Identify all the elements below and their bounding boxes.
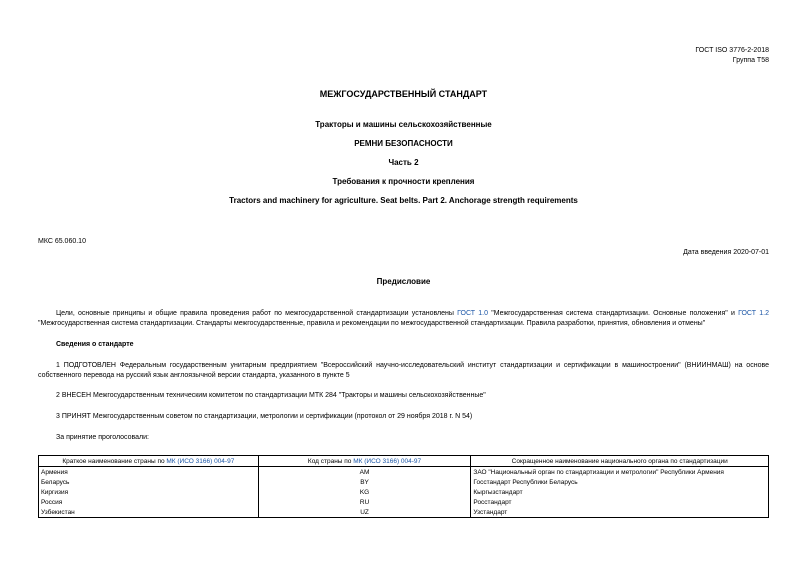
country-cell: Беларусь xyxy=(39,477,259,487)
table-row xyxy=(39,487,769,497)
code-cell: BY xyxy=(258,477,471,487)
country-cell: Узбекистан xyxy=(39,507,259,518)
introduction-date: Дата введения 2020-07-01 xyxy=(683,249,769,256)
preface-paragraph-1 xyxy=(38,309,769,329)
gost-1-2-link[interactable]: ГОСТ 1.2 xyxy=(738,310,769,317)
table-header-row xyxy=(39,456,769,467)
standard-type-title: МЕЖГОСУДАРСТВЕННЫЙ СТАНДАРТ xyxy=(319,89,488,99)
column-header-country xyxy=(39,456,259,467)
body-cell: ЗАО "Национальный орган по стандартизации и метрологии" Республики Армения xyxy=(471,467,769,478)
mks-code: МКС 65.060.10 xyxy=(38,238,86,245)
country-cell: Россия xyxy=(39,497,259,507)
standard-designation: ГОСТ ISO 3776-2-2018 xyxy=(695,47,769,54)
voting-states-table xyxy=(38,455,769,518)
standard-info-heading: Сведения о стандарте xyxy=(56,341,134,348)
part-number-title: Часть 2 xyxy=(388,158,419,167)
subject-title: Тракторы и машины сельскохозяйственные xyxy=(315,120,492,129)
header-block xyxy=(695,46,769,66)
body-cell: Узстандарт xyxy=(471,507,769,518)
mk-iso-link-col1[interactable]: МК (ИСО 3166) 004-97 xyxy=(166,457,235,465)
part-title: Требования к прочности крепления xyxy=(332,177,475,186)
column-header-body: Сокращенное наименование национального органа по стандартизации xyxy=(471,456,769,467)
voted-label: За принятие проголосовали: xyxy=(56,434,149,441)
preface-text-2: "Межгосударственная система стандартизации. Основные положения" и xyxy=(488,310,739,317)
column-header-country-text: Краткое наименование страны по xyxy=(62,457,167,465)
preface-heading: Предисловие xyxy=(376,277,431,286)
code-cell: KG xyxy=(258,487,471,497)
table-row xyxy=(39,467,769,478)
standard-group: Группа Т58 xyxy=(732,57,769,64)
body-cell: Росстандарт xyxy=(471,497,769,507)
info-item-2: 2 ВНЕСЕН Межгосударственным техническим комитетом по стандартизации МТК 284 "Тракторы и машины сельскохозяйственные" xyxy=(56,392,486,399)
body-cell: Кыргызстандарт xyxy=(471,487,769,497)
table-row xyxy=(39,477,769,487)
column-header-code-text: Код страны по xyxy=(307,457,354,465)
mk-iso-link-col2[interactable]: МК (ИСО 3166) 004-97 xyxy=(353,457,422,465)
info-item-3: 3 ПРИНЯТ Межгосударственным советом по стандартизации, метрологии и сертификации (протокол от 29 ноября 2018 г. N 54) xyxy=(56,413,473,420)
english-title: Tractors and machinery for agriculture. Seat belts. Part 2. Anchorage strength requirements xyxy=(229,196,578,205)
preface-text-1: Цели, основные принципы и общие правила проведения работ по межгосударственной стандартизации установлены xyxy=(56,310,458,317)
standard-name-title: РЕМНИ БЕЗОПАСНОСТИ xyxy=(354,139,453,148)
body-cell: Госстандарт Республики Беларусь xyxy=(471,477,769,487)
gost-1-0-link[interactable]: ГОСТ 1.0 xyxy=(457,310,489,317)
preface-text-3: "Межгосударственная система стандартизации. Стандарты межгосударственные, правила и рекомендации по межгосударственной стандартизации. Правила разработки, принятия, обновления и отмены" xyxy=(38,320,706,327)
country-cell: Киргизия xyxy=(39,487,259,497)
table-row xyxy=(39,497,769,507)
info-item-1: 1 ПОДГОТОВЛЕН Федеральным государственным унитарным предприятием "Всероссийский научно-исследовательский институт стандартизации и сертификации в машиностроении" (ВНИИНМАШ) на основе собственного перевода на русский язык англоязычной версии стандарта, указанного в пункте 5 xyxy=(38,362,769,379)
code-cell: AM xyxy=(258,467,471,478)
code-cell: UZ xyxy=(258,507,471,518)
column-header-code xyxy=(258,456,471,467)
country-cell: Армения xyxy=(39,467,259,478)
table-row xyxy=(39,507,769,518)
code-cell: RU xyxy=(258,497,471,507)
